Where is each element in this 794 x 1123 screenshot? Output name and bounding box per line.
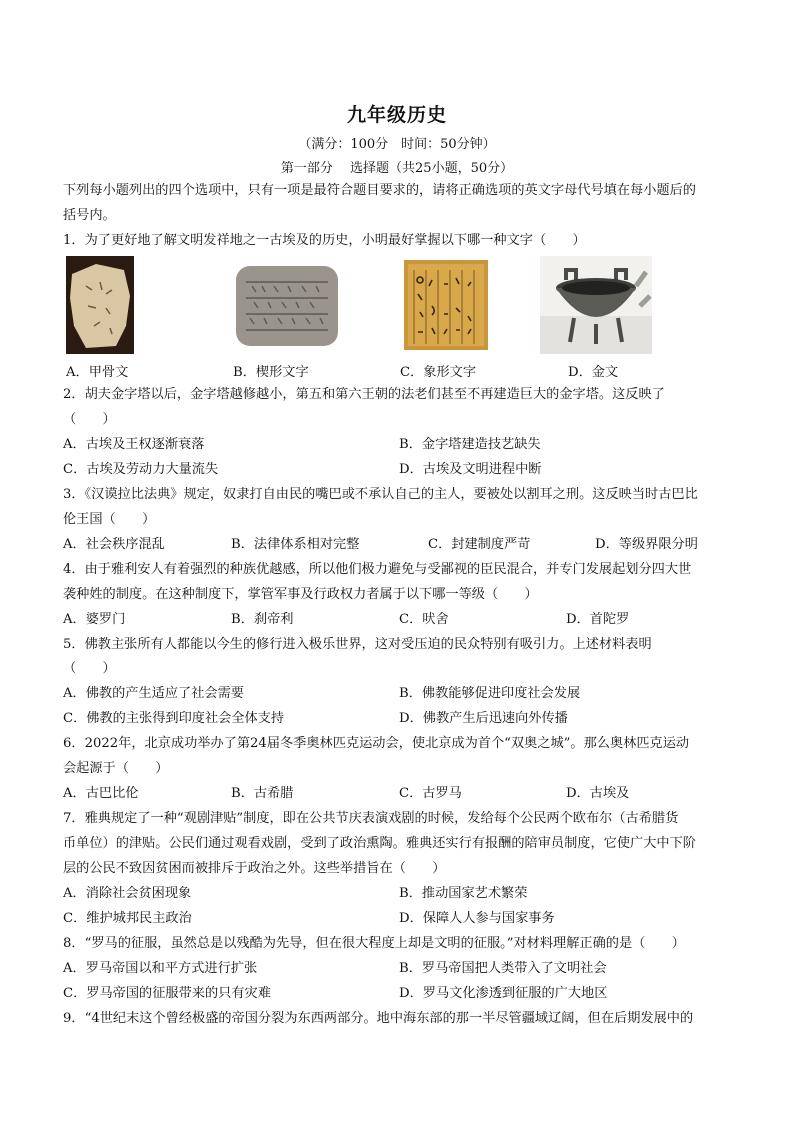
question-5-option-d: D．佛教产生后迅速向外传播 — [399, 711, 568, 726]
question-3-option-c: C．封建制度严苛 — [428, 537, 531, 552]
instruction-line: 括号内。 — [63, 208, 116, 223]
question-3-option-d: D．等级界限分明 — [595, 537, 698, 552]
question-6-option-c: C．古罗马 — [399, 786, 462, 801]
question-6-stem: 6．2022年，北京成功举办了第24届冬季奥林匹克运动会，使北京成为首个“双奥之城”。那么奥林匹克运动 — [63, 736, 690, 751]
question-1-option-a: A．甲骨文 — [66, 365, 129, 380]
oracle-bone-icon — [66, 256, 134, 354]
question-5-stem: 5．佛教主张所有人都能以今生的修行进入极乐世界，这对受压迫的民众特别有吸引力。上述材料表明 — [63, 637, 652, 652]
section-heading: 第一部分 选择题（共25小题，50分） — [280, 161, 514, 176]
question-8-option-a: A．罗马帝国以和平方式进行扩张 — [63, 961, 258, 976]
question-7-option-c: C．维护城邦民主政治 — [63, 911, 192, 926]
question-2-option-b: B．金字塔建造技艺缺失 — [399, 437, 541, 452]
question-1-option-c: C．象形文字 — [400, 365, 477, 380]
question-4-option-a: A．婆罗门 — [63, 612, 126, 627]
question-2-option-a: A．古埃及王权逐渐衰落 — [63, 437, 205, 452]
question-3-stem: 3．《汉谟拉比法典》规定，奴隶打自由民的嘴巴或不承认自己的主人，要被处以割耳之刑。这反映当时古巴比 — [63, 487, 698, 502]
question-5-stem: （ ） — [63, 661, 116, 676]
question-2-option-d: D．古埃及文明进程中断 — [399, 462, 542, 477]
question-8-option-c: C．罗马帝国的征服带来的只有灾难 — [63, 986, 271, 1001]
question-4-stem: 4．由于雅利安人有着强烈的种族优越感，所以他们极力避免与受鄙视的臣民混合，并专门发展起划分四大世 — [63, 562, 692, 577]
bronze-vessel-icon — [540, 256, 652, 354]
question-7-stem: 层的公民不致因贫困而被排斥于政治之外。这些举措旨在（ ） — [63, 861, 446, 876]
question-6-stem: 会起源于（ ） — [63, 761, 169, 776]
question-1-option-d: D．金文 — [568, 365, 619, 380]
question-3-option-b: B．法律体系相对完整 — [231, 537, 360, 552]
question-6-option-b: B．古希腊 — [231, 786, 294, 801]
question-3-option-a: A．社会秩序混乱 — [63, 537, 165, 552]
question-2-option-c: C．古埃及劳动力大量流失 — [63, 462, 219, 477]
hieroglyph-papyrus-icon — [400, 256, 492, 354]
question-5-option-a: A．佛教的产生适应了社会需要 — [63, 686, 244, 701]
question-1-option-b: B．楔形文字 — [233, 365, 309, 380]
exam-meta: （满分：100分 时间：50分钟） — [298, 137, 496, 152]
question-7-stem: 币单位）的津贴。公民们通过观看戏剧，受到了政治熏陶。雅典还实行有报酬的陪审员制度，它使广大中下阶 — [63, 836, 696, 851]
question-2-stem: （ ） — [63, 412, 116, 427]
question-7-stem: 7．雅典规定了一种“观剧津贴”制度，即在公共节庆表演戏剧的时候，发给每个公民两个欧布尔（古希腊货 — [63, 811, 679, 826]
question-4-option-d: D．首陀罗 — [566, 612, 630, 627]
question-7-option-b: B．推动国家艺术繁荣 — [399, 886, 528, 901]
question-7-option-d: D．保障人人参与国家事务 — [399, 911, 555, 926]
question-4-option-c: C．吠舍 — [399, 612, 449, 627]
question-3-stem: 伦王国（ ） — [63, 512, 156, 527]
question-6-option-a: A．古巴比伦 — [63, 786, 139, 801]
question-8-option-d: D．罗马文化渗透到征服的广大地区 — [399, 986, 608, 1001]
question-7-option-a: A．消除社会贫困现象 — [63, 886, 192, 901]
question-4-option-b: B．刹帝利 — [231, 612, 294, 627]
instruction-line: 下列每小题列出的四个选项中，只有一项是最符合题目要求的，请将正确选项的英文字母代号填在每小题后的 — [63, 183, 696, 198]
cuneiform-tablet-icon — [232, 256, 342, 354]
question-1-stem: 1．为了更好地了解文明发祥地之一古埃及的历史，小明最好掌握以下哪一种文字（ ） — [63, 233, 586, 248]
question-8-option-b: B．罗马帝国把人类带入了文明社会 — [399, 961, 607, 976]
question-6-option-d: D．古埃及 — [566, 786, 630, 801]
question-5-option-b: B．佛教能够促进印度社会发展 — [399, 686, 581, 701]
question-9-stem: 9．“4世纪末这个曾经极盛的帝国分裂为东西两部分。地中海东部的那一半尽管疆域辽阔，但在后期发展中的 — [63, 1011, 694, 1026]
question-4-stem: 袭种姓的制度。在这种制度下，掌管军事及行政权力者属于以下哪一等级（ ） — [63, 587, 538, 602]
question-2-stem: 2．胡夫金字塔以后，金字塔越修越小，第五和第六王朝的法老们甚至不再建造巨大的金字塔。这反映了 — [63, 387, 665, 402]
page-title: 九年级历史 — [346, 104, 447, 126]
question-8-stem: 8．“罗马的征服，虽然总是以残酷为先导，但在很大程度上却是文明的征服。”对材料理解正确的是（ ） — [63, 936, 685, 951]
question-5-option-c: C．佛教的主张得到印度社会全体支持 — [63, 711, 285, 726]
